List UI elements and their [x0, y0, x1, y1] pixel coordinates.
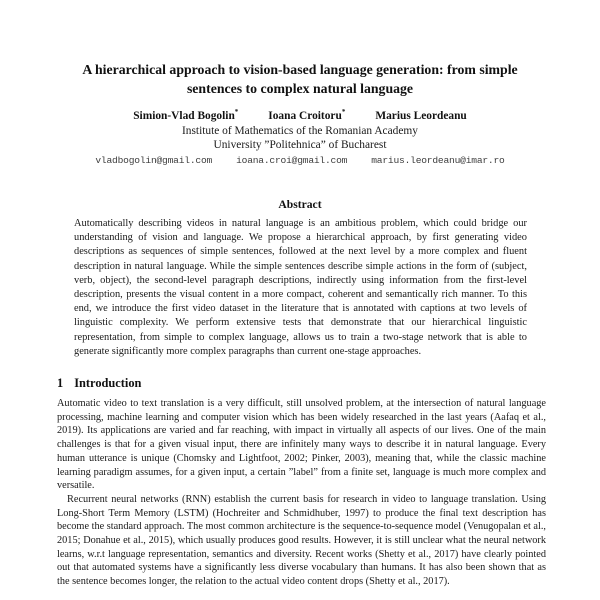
email-author-1: vladbogolin@gmail.com [95, 155, 213, 166]
introduction-paragraph-1: Automatic video to text translation is a very difficult, still unsolved problem, at the intersection of natural language processing, machine learning and computer vision which has been widely researched in the last years (Aafaq et al., 2019). Its applications are varied and far reaching, with impact in virtually all aspects of our lives. One of the main challenges is that for a given visual input, there are infinitely many ways to describe it in natural language. Every human utterance is unique (Chomsky and Lightfoot, 2002; Pinker, 2003), meaning that, while the classic machine learning paradigm assumes, for a given input, a certain ”label” from a finite set, language is much more complex and versatile. [57, 398, 546, 492]
affiliation-institute: Institute of Mathematics of the Romanian Academy [182, 125, 418, 137]
paper-title: A hierarchical approach to vision-based language generation: from simple sentences to complex natural language [82, 62, 518, 96]
author-1 [133, 110, 238, 122]
author-2-footnote-mark: * [341, 108, 346, 117]
author-2-name: Ioana Croitoru [268, 110, 342, 122]
section-title: Introduction [74, 376, 142, 390]
author-1-name: Simion-Vlad Bogolin [133, 110, 235, 122]
author-3 [375, 110, 466, 122]
author-2 [268, 110, 345, 122]
affiliation-university: University ”Politehnica” of Bucharest [213, 139, 387, 151]
section-heading-introduction [57, 376, 141, 391]
introduction-paragraph-2: Recurrent neural networks (RNN) establish the current basis for research in video to language translation. Using Long-Short Term Memory (LSTM) (Hochreiter and Schmidhuber, 1997) to produce the final text description has become the standard approach. The most common architecture is the sequence-to-sequence model (Venugopalan et al., 2015; Donahue et al., 2015), which usually produces good results. However, it is still unclear what the neural network learns, w.r.t language representation, semantics and diversity. Recent works (Shetty et al., 2017) have clearly pointed out that automated systems have a significantly less diverse vocabulary than humans. It has also been shown that as the sentence becomes longer, the relation to the actual video content drops (Shetty et al., 2017). [57, 493, 547, 588]
section-number: 1 [57, 376, 64, 390]
email-author-3: marius.leordeanu@imar.ro [371, 155, 505, 166]
abstract-heading: Abstract [278, 198, 322, 211]
author-list [0, 110, 600, 122]
author-1-footnote-mark: * [234, 108, 239, 117]
author-emails [0, 155, 600, 166]
introduction-section [57, 397, 546, 589]
author-3-name: Marius Leordeanu [375, 110, 467, 122]
email-author-2: ioana.croi@gmail.com [236, 155, 348, 166]
abstract-text: Automatically describing videos in natural language is an ambitious problem, which could bridge our understanding of vision and language. We propose a hierarchical approach, by first generating video descriptions as sequences of simple sentences, followed at the next level by a more complex and fluent description in natural language. While the simple sentences describe simple actions in the form of (subject, verb, object), the second-level paragraph descriptions, indirectly using information from the first-level description, presents the visual content in a more compact, coherent and semantically rich manner. To this end, we introduce the first video dataset in the literature that is annotated with captions at two levels of linguistic complexity. We perform extensive tests that demonstrate that our hierarchical linguistic representation, from simple to complex language, allows us to train a two-stage network that is able to generate significantly more complex paragraphs than current one-stage approaches. [74, 218, 527, 357]
